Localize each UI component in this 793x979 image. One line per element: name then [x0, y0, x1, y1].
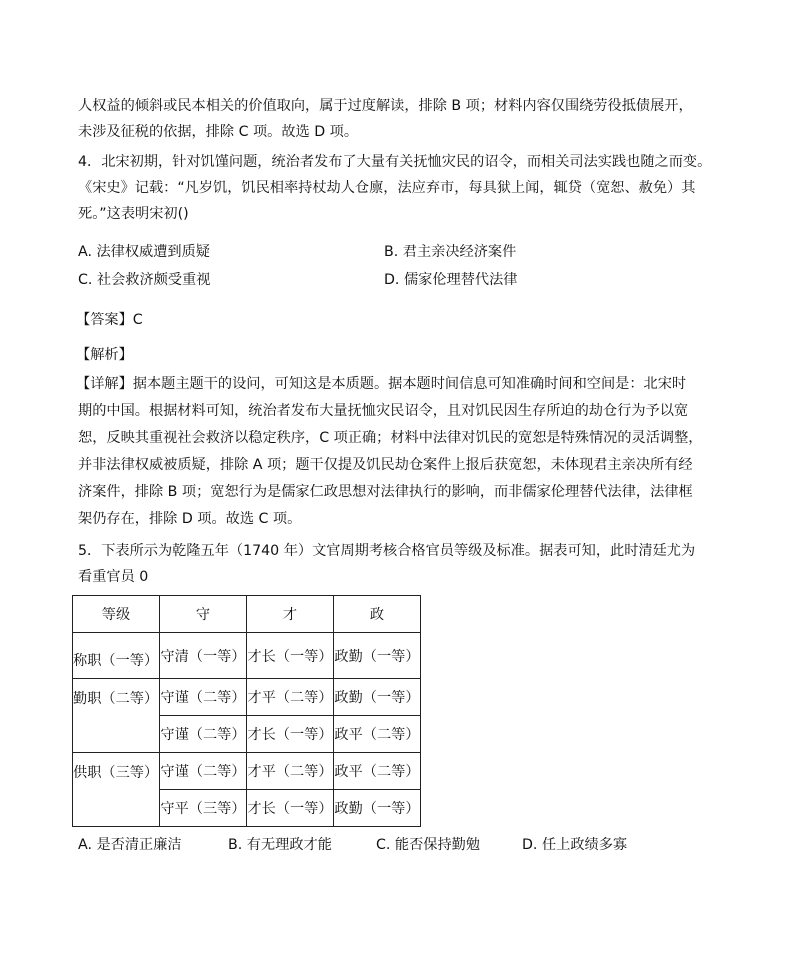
- analysis-line-2: 期的中国。根据材料可知，统治者发布大量抚恤灾民诏令，且对饥民因生存所迫的劫仓行为予以宽: [78, 403, 689, 419]
- question-4-option-a: A. 法律权威遭到质疑: [78, 244, 210, 260]
- question-5-stem-line-1: 5．下表所示为乾隆五年（1740 年）文官周期考核合格官员等级及标准。据表可知，此时清廷尤为: [78, 543, 696, 559]
- table-cell: 勤职（二等）: [73, 679, 160, 753]
- table-cell: 才长（一等）: [247, 716, 334, 753]
- question-5-option-d: D. 任上政绩多寡: [522, 837, 628, 853]
- analysis-line-4: 并非法律权威被质疑，排除 A 项；题干仅提及饥民劫仓案件上报后获宽恕，未体现君主亲决所有经: [78, 457, 693, 473]
- table-cell: 供职（三等）: [73, 753, 160, 827]
- question-4-stem-line-3: 死。”这表明宋初(): [78, 206, 189, 222]
- question-4-option-c: C. 社会救济颇受重视: [78, 272, 211, 288]
- question-5-option-a: A. 是否清正廉洁: [78, 837, 182, 853]
- question-4-analysis-title: 【解析】: [76, 347, 133, 363]
- question-5-stem-line-2: 看重官员 0: [78, 569, 149, 585]
- table-cell: 政勤（一等）: [334, 679, 421, 716]
- question-4-stem-line-1: 4．北宋初期，针对饥馑问题，统治者发布了大量有关抚恤灾民的诏令，而相关司法实践也随之而变。: [78, 154, 712, 170]
- analysis-line-6: 架仍存在，排除 D 项。故选 C 项。: [78, 511, 302, 527]
- table-cell: 守谨（二等）: [160, 753, 247, 790]
- question-4-stem-line-2: 《宋史》记载：“凡岁饥，饥民相率持杖劫人仓廪，法应弃市，每具狱上闻，辄贷（宽恕、赦免）其: [78, 180, 696, 196]
- table-cell: 政勤（一等）: [334, 633, 421, 679]
- table-cell: 才平（二等）: [247, 753, 334, 790]
- table-cell: 守谨（二等）: [160, 679, 247, 716]
- table-cell: 政平（二等）: [334, 716, 421, 753]
- analysis-line-1: 【详解】据本题主题干的设问，可知这是本质题。据本题时间信息可知准确时间和空间是：北宋时: [76, 376, 687, 392]
- table-header-row: [73, 596, 421, 633]
- table-row: [73, 633, 421, 679]
- official-grade-table: [72, 595, 421, 827]
- table-header-cell: 政: [334, 596, 421, 633]
- question-4-option-d: D. 儒家伦理替代法律: [384, 272, 518, 288]
- table-cell: 守清（一等）: [160, 633, 247, 679]
- analysis-line-3: 恕，反映其重视社会救济以稳定秩序，C 项正确；材料中法律对饥民的宽恕是特殊情况的灵活调整，: [78, 430, 703, 446]
- table-row: [73, 753, 421, 790]
- question-5-option-c: C. 能否保持勤勉: [376, 837, 481, 853]
- table-cell: 守平（三等）: [160, 790, 247, 827]
- table-header-cell: 守: [160, 596, 247, 633]
- question-4-answer: 【答案】C: [76, 312, 143, 328]
- question-5-option-b: B. 有无理政才能: [228, 837, 332, 853]
- table-header-cell: 才: [247, 596, 334, 633]
- table-cell: 才长（一等）: [247, 790, 334, 827]
- analysis-line-5: 济案件，排除 B 项；宽恕行为是儒家仁政思想对法律执行的影响，而非儒家伦理替代法律，法律框: [78, 484, 693, 500]
- table-cell: 政平（二等）: [334, 753, 421, 790]
- table-cell: 才平（二等）: [247, 679, 334, 716]
- table-cell: 守谨（二等）: [160, 716, 247, 753]
- table-row: [73, 679, 421, 716]
- table-cell: 称职（一等）: [73, 633, 160, 679]
- question-4-option-b: B. 君主亲决经济案件: [384, 244, 517, 260]
- table-cell: 政勤（一等）: [334, 790, 421, 827]
- table-cell: 才长（一等）: [247, 633, 334, 679]
- table-header-cell: 等级: [73, 596, 160, 633]
- intro-line-1: 人权益的倾斜或民本相关的价值取向，属于过度解读，排除 B 项；材料内容仅围绕劳役抵债展开，: [78, 98, 693, 114]
- intro-line-2: 未涉及征税的依据，排除 C 项。故选 D 项。: [78, 124, 359, 140]
